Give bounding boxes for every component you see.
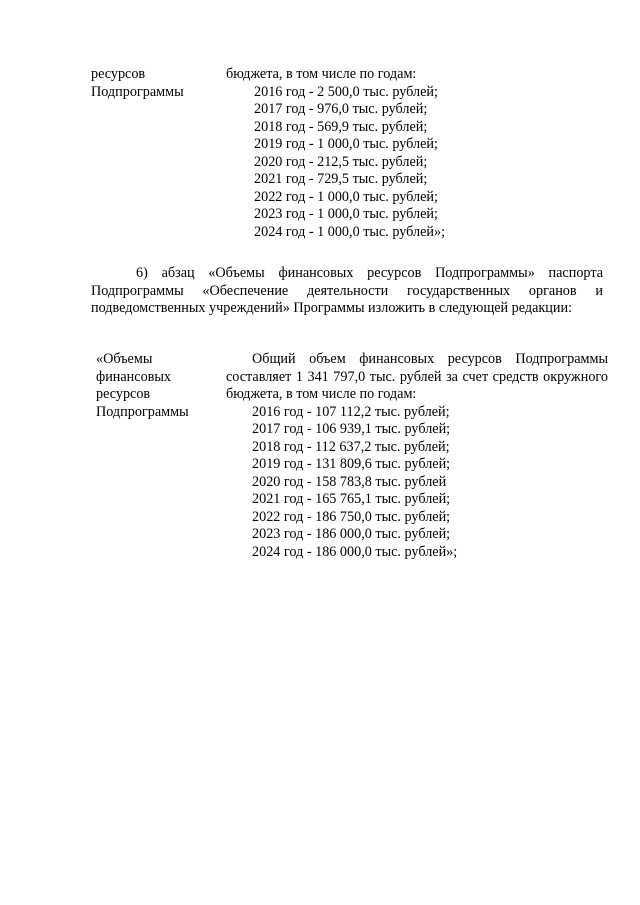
year-line: 2021 год - 729,5 тыс. рублей; [254,171,428,187]
label-line: ресурсов [91,66,146,82]
label-line: финансовых [96,368,171,385]
year-line: 2022 год - 186 750,0 тыс. рублей; [252,508,451,525]
year-line: 2020 год - 158 783,8 тыс. рублей [252,473,447,490]
paragraph-text: 6) абзац «Объемы финансовых ресурсов Подпрограммы» паспорта Подпрограммы «Обеспечение деятельности государственных органов и подведомственных учреждений» Программы изложить в следующей редакции: [91,265,603,316]
intro-line: бюджета, в том числе по годам: [226,66,417,82]
amendment-paragraph [91,265,603,318]
year-line: 2023 год - 1 000,0 тыс. рублей; [254,206,438,222]
year-line: 2016 год - 107 112,2 тыс. рублей; [252,403,450,420]
year-line: 2018 год - 569,9 тыс. рублей; [254,118,428,135]
year-line: 2019 год - 131 809,6 тыс. рублей; [252,456,451,472]
year-line: 2017 год - 976,0 тыс. рублей; [254,101,428,117]
funding-table-continuation [91,66,611,241]
row-label [91,66,226,241]
year-line: 2020 год - 212,5 тыс. рублей; [254,153,428,170]
year-line: 2018 год - 112 637,2 тыс. рублей; [252,438,450,455]
table-row [91,66,611,241]
label-line: «Объемы [96,351,153,367]
year-line: 2017 год - 106 939,1 тыс. рублей; [252,421,451,437]
label-line: ресурсов [96,386,151,402]
year-line: 2024 год - 1 000,0 тыс. рублей»; [254,223,446,240]
label-line: Подпрограммы [91,83,184,100]
row-content [226,351,608,561]
year-line: 2021 год - 165 765,1 тыс. рублей; [252,491,451,507]
funding-table-new [96,351,608,561]
row-label [96,351,226,561]
year-line: 2019 год - 1 000,0 тыс. рублей; [254,136,438,152]
year-line: 2016 год - 2 500,0 тыс. рублей; [254,83,438,100]
label-line: Подпрограммы [96,403,189,420]
total-funding-text: Общий объем финансовых ресурсов Подпрограммы составляет 1 341 797,0 тыс. рублей за счет средств окружного бюджета, в том числе по годам: [226,351,608,402]
year-line: 2022 год - 1 000,0 тыс. рублей; [254,188,438,205]
year-line: 2023 год - 186 000,0 тыс. рублей; [252,526,451,542]
year-line: 2024 год - 186 000,0 тыс. рублей»; [252,543,458,560]
row-content [226,66,611,241]
